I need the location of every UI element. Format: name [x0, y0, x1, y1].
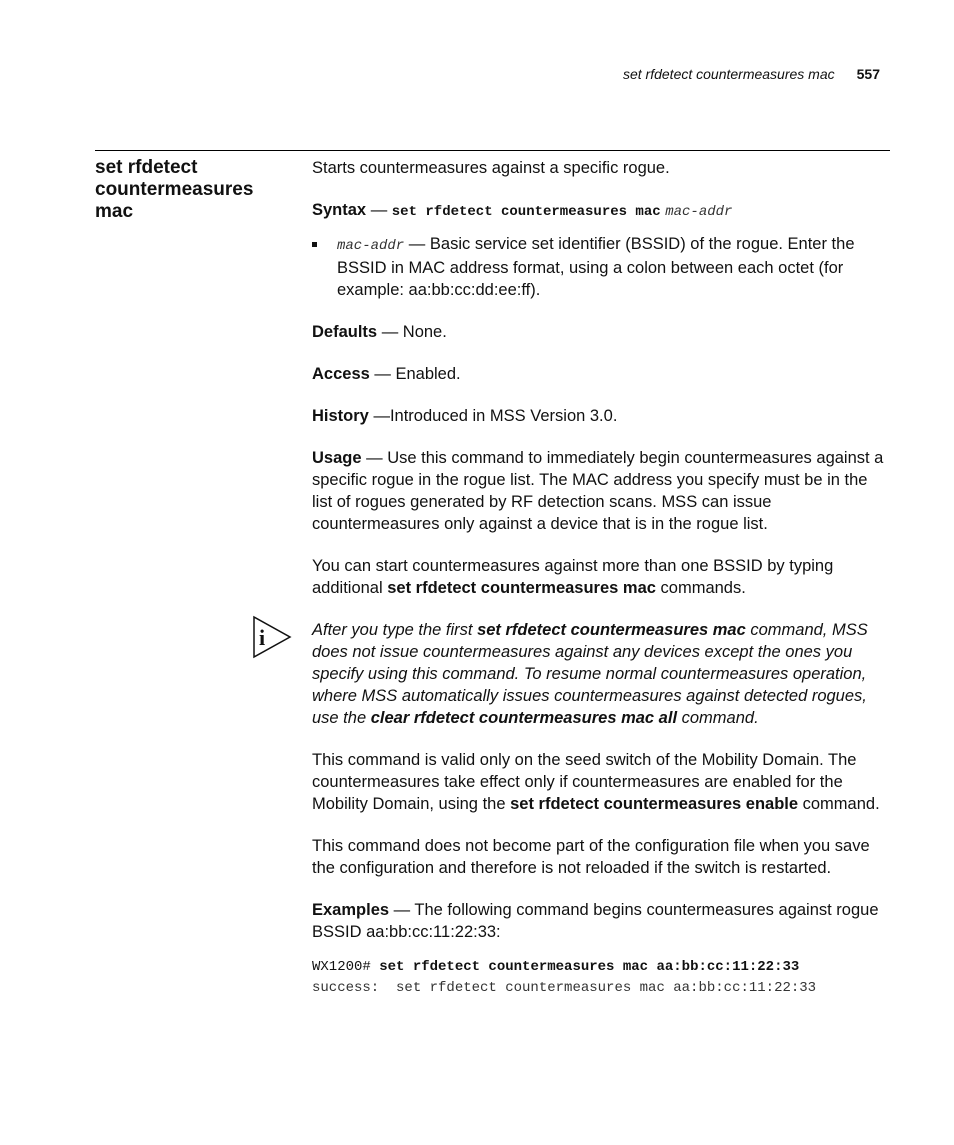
examples-text: — The following command begins countermeasures against rogue BSSID aa:bb:cc:11:22:33: — [312, 901, 879, 941]
info-icon — [252, 615, 292, 659]
param-description: — Basic service set identifier (BSSID) of the rogue. Enter the BSSID in MAC address format, using a colon between each octet (for example: aa:bb:cc:dd:ee:ff). — [337, 235, 855, 299]
note-text — [312, 619, 890, 729]
seed-command: set rfdetect countermeasures enable — [510, 795, 799, 813]
multi-command: set rfdetect countermeasures mac — [387, 579, 656, 597]
section-rule — [95, 150, 890, 151]
note-command-2: clear rfdetect countermeasures mac all — [370, 709, 678, 727]
code-command: set rfdetect countermeasures mac aa:bb:cc:11:22:33 — [379, 959, 800, 975]
config-paragraph: This command does not become part of the configuration file when you save the configuration and therefore is not reloaded if the switch is restarted. — [312, 837, 870, 877]
access-label: Access — [312, 365, 370, 383]
defaults-label: Defaults — [312, 323, 378, 341]
seed-post: command. — [798, 795, 880, 813]
examples-label: Examples — [312, 901, 390, 919]
examples-paragraph — [312, 899, 890, 943]
history-label: History — [312, 407, 369, 425]
code-output: success: set rfdetect countermeasures mac aa:bb:cc:11:22:33 — [312, 980, 817, 996]
defaults-paragraph — [312, 321, 890, 343]
history-text: —Introduced in MSS Version 3.0. — [368, 407, 618, 425]
syntax-label: Syntax — [312, 201, 367, 219]
note-pre: After you type the first — [312, 621, 478, 639]
usage-text: — Use this command to immediately begin countermeasures against a specific rogue in the rogue list. The MAC address you specify must be in the list of rogues generated by RF detection scans. MSS can issue countermeasures only against a device that is in the rogue list. — [312, 449, 884, 533]
history-paragraph — [312, 405, 890, 427]
note-block — [259, 619, 890, 729]
main-content — [259, 157, 890, 999]
multi-pre: You can start countermeasures against more than one BSSID by typing additional — [312, 557, 834, 597]
param-name: mac-addr — [337, 238, 405, 254]
syntax-command: set rfdetect countermeasures mac — [391, 204, 661, 220]
list-item — [312, 233, 890, 301]
note-mid: command, MSS does not issue countermeasures against any devices except the ones you specify using this command. To resume normal countermeasures operation, where MSS automatically issues countermeasures against detected rogues, use the — [312, 621, 868, 727]
section-heading: set rfdetect countermeasures mac — [95, 157, 254, 222]
usage-label: Usage — [312, 449, 362, 467]
intro-paragraph: Starts countermeasures against a specific rogue. — [312, 159, 670, 177]
code-example — [312, 957, 890, 999]
svg-text:i: i — [259, 625, 266, 650]
seed-pre: This command is valid only on the seed switch of the Mobility Domain. The countermeasures take effect only if countermeasures are enabled for the Mobility Domain, using the — [312, 751, 857, 813]
running-header — [623, 66, 880, 82]
note-command-1: set rfdetect countermeasures mac — [477, 621, 746, 639]
page-number: 557 — [856, 66, 880, 82]
syntax-line — [312, 199, 890, 223]
access-paragraph — [312, 363, 890, 385]
running-title: set rfdetect countermeasures mac — [622, 66, 835, 82]
multiple-bssid-paragraph — [312, 555, 890, 599]
code-prompt: WX1200# — [312, 959, 380, 975]
usage-paragraph — [312, 447, 890, 535]
note-post: command. — [677, 709, 759, 727]
syntax-param: mac-addr — [665, 204, 733, 220]
bullet-icon — [312, 242, 317, 247]
parameter-list — [312, 233, 890, 301]
multi-post: commands. — [655, 579, 746, 597]
seed-switch-paragraph — [312, 749, 890, 815]
syntax-dash: — — [366, 201, 392, 219]
access-text: — Enabled. — [369, 365, 461, 383]
defaults-text: — None. — [377, 323, 447, 341]
